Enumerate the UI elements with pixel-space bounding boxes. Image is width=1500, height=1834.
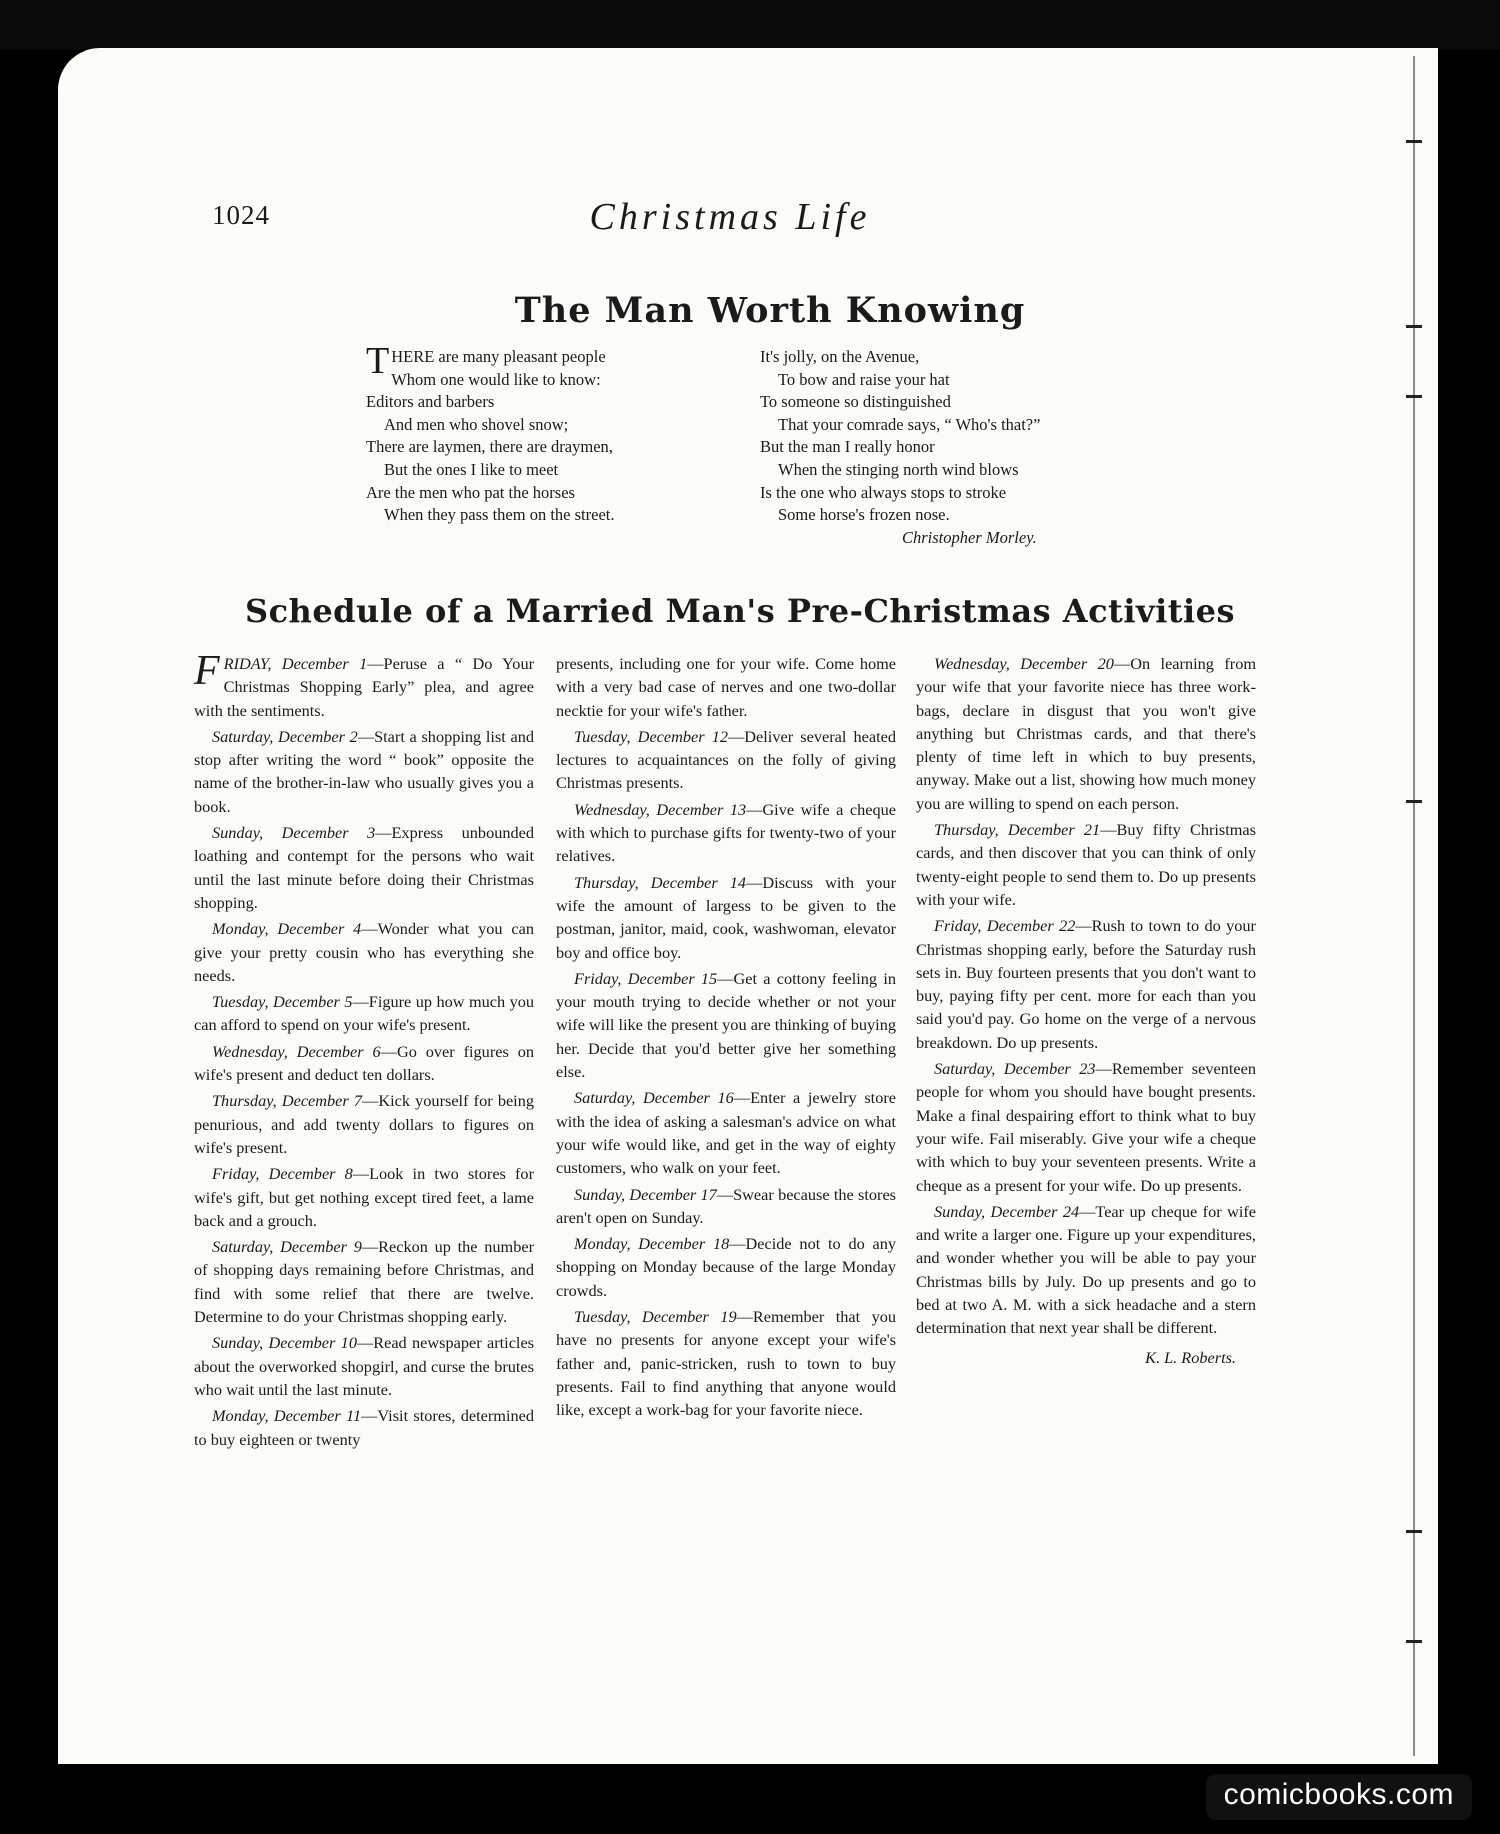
poem-line: Editors and barbers [366, 392, 495, 412]
poem-line: And men who shovel snow; [384, 414, 569, 434]
schedule-entry: Tuesday, December 12—Deliver several heated lectures to acquaintances on the folly of giving Christmas presents. [556, 726, 896, 793]
poem-line: But the man I really honor [760, 437, 935, 457]
schedule-entry: Tuesday, December 5—Figure up how much you can afford to spend on your wife's present. [194, 992, 534, 1035]
binding-fold-line [1413, 56, 1415, 1756]
article-signature: K. L. Roberts. [1145, 1347, 1236, 1367]
schedule-entry: Thursday, December 21—Buy fifty Christmas cards, and then discover that you can think of only twenty-eight people to send them to. Do up presents with your wife. [916, 820, 1256, 909]
schedule-entry: Sunday, December 24—Tear up cheque for wife and write a larger one. Figure up your expenditures, and wonder whether you will be able to pay your Christmas bills by July. Do up presents and go to bed at two A. M. with a sick headache and a stern determination that next year shall be different. [916, 1201, 1257, 1338]
poem-line: THERE are many pleasant people [366, 340, 606, 382]
schedule-entry: FRIDAY, December 1—Peruse a “ Do Your Christmas Shopping Early” plea, and agree with the sentiments. [194, 648, 535, 720]
poem-line: Is the one who always stops to stroke [760, 482, 1007, 502]
article-column-2 [556, 652, 896, 1425]
binding-mark [1406, 800, 1422, 803]
drop-initial: T [366, 340, 390, 382]
schedule-entry: Thursday, December 7—Kick yourself for being penurious, and add twenty dollars to figures on wife's present. [194, 1091, 534, 1157]
drop-initial: F [194, 648, 220, 694]
schedule-entry: Monday, December 18—Decide not to do any shopping on Monday because of the large Monday crowds. [556, 1234, 897, 1300]
schedule-entry: Wednesday, December 6—Go over figures on wife's present and deduct ten dollars. [194, 1041, 534, 1085]
binding-mark [1406, 140, 1422, 143]
poem-line: When they pass them on the street. [384, 505, 615, 525]
schedule-entry: Saturday, December 2—Start a shopping list and stop after writing the word “ book” opposite the name of the brother-in-law who usually gives you a book. [194, 726, 534, 816]
schedule-entry-continuation: presents, including one for your wife. Come home with a very bad case of nerves and one two-dollar necktie for your wife's father. [556, 654, 896, 720]
binding-mark [1406, 395, 1422, 398]
running-title: Christmas Life [589, 196, 871, 238]
schedule-entry: Saturday, December 9—Reckon up the number of shopping days remaining before Christmas, and find with some relief that there are twelve. Determine to do your Christmas shopping early. [194, 1237, 534, 1327]
watermark-logo[interactable]: comicbooks.com [1206, 1774, 1472, 1820]
binding-mark [1406, 1530, 1422, 1533]
poem-line: It's jolly, on the Avenue, [760, 347, 920, 366]
poem-column-right [760, 346, 1040, 549]
schedule-entry: Friday, December 15—Get a cottony feeling in your mouth trying to decide whether or not your wife will like the present you are thinking of buying her. Decide that you'd better give her something else. [556, 968, 896, 1082]
scan-top-border [0, 0, 1500, 50]
poem-line: But the ones I like to meet [384, 459, 559, 479]
poem-title: The Man Worth Knowing [514, 290, 1026, 331]
schedule-entry: Wednesday, December 20—On learning from your wife that your favorite niece has three work-bags, declare in disgust that you won't give anything but Christmas cards, and that there's plenty of time left in which to buy presents, anyway. Make out a list, showing how much money you are willing to spend on each person. [916, 654, 1257, 813]
schedule-entry: Wednesday, December 13—Give wife a cheque with which to purchase gifts for twenty-two of your relatives. [556, 799, 896, 866]
binding-mark [1406, 1640, 1422, 1643]
poem-line: Whom one would like to know: [391, 369, 601, 389]
poem-author: Christopher Morley. [902, 527, 1037, 547]
schedule-entry: Friday, December 8—Look in two stores for wife's gift, but get nothing except tired feet, a lame back and a grouch. [194, 1164, 534, 1230]
schedule-entry: Monday, December 11—Visit stores, determined to buy eighteen or twenty [194, 1406, 534, 1449]
poem-column-left [366, 340, 615, 527]
binding-mark [1406, 325, 1422, 328]
article-column-1 [194, 648, 535, 1454]
schedule-entry: Sunday, December 10—Read newspaper articles about the overworked shopgirl, and curse the brutes who wait until the last minute. [194, 1333, 535, 1399]
poem-line: When the stinging north wind blows [778, 459, 1019, 479]
poem-line: There are laymen, there are draymen, [366, 437, 613, 457]
schedule-entry: Sunday, December 17—Swear because the stores aren't open on Sunday. [556, 1184, 897, 1227]
schedule-entry: Thursday, December 14—Discuss with your wife the amount of largess to be given to the postman, janitor, maid, cook, washwoman, elevator boy and office boy. [556, 872, 896, 962]
article-title: Schedule of a Married Man's Pre-Christmas Activities [244, 592, 1236, 630]
poem-line: Are the men who pat the horses [366, 482, 575, 502]
schedule-entry: Sunday, December 3—Express unbounded loathing and contempt for the persons who wait until the last minute before doing their Christmas shopping. [194, 823, 535, 912]
page-number: 1024 [212, 200, 270, 230]
schedule-entry: Monday, December 4—Wonder what you can give your pretty cousin who has everything she needs. [194, 919, 535, 985]
schedule-entry: Saturday, December 23—Remember seventeen people for whom you should have bought presents. Make a final despairing effort to think what to buy your wife. Fail miserably. Give your wife a cheque with which to buy your seventeen presents. Write a cheque as a present for your wife. Do up presents. [916, 1059, 1256, 1195]
schedule-entry: Saturday, December 16—Enter a jewelry store with the idea of asking a salesman's advice on what your wife would like, and get in the way of eighty customers, who walk on your feet. [556, 1088, 896, 1178]
schedule-entry: Friday, December 22—Rush to town to do your Christmas shopping early, before the Saturday rush sets in. Buy fourteen presents that you don't want to buy, paying fifty per cent. more for each than you said you'd pay. Go home on the verge of a nervous breakdown. Do up presents. [916, 916, 1256, 1052]
article-column-3 [916, 652, 1256, 1369]
schedule-entry: Tuesday, December 19—Remember that you have no presents for anyone except your wife's father and, panic-stricken, rush to town to buy presents. Fail to find anything that anyone would like, except a work-bag for your favorite niece. [556, 1307, 897, 1420]
poem-line: To someone so distinguished [760, 392, 951, 412]
poem-line: To bow and raise your hat [778, 369, 950, 389]
poem-line: Some horse's frozen nose. [778, 505, 950, 525]
poem-line: That your comrade says, “ Who's that?” [778, 414, 1041, 434]
